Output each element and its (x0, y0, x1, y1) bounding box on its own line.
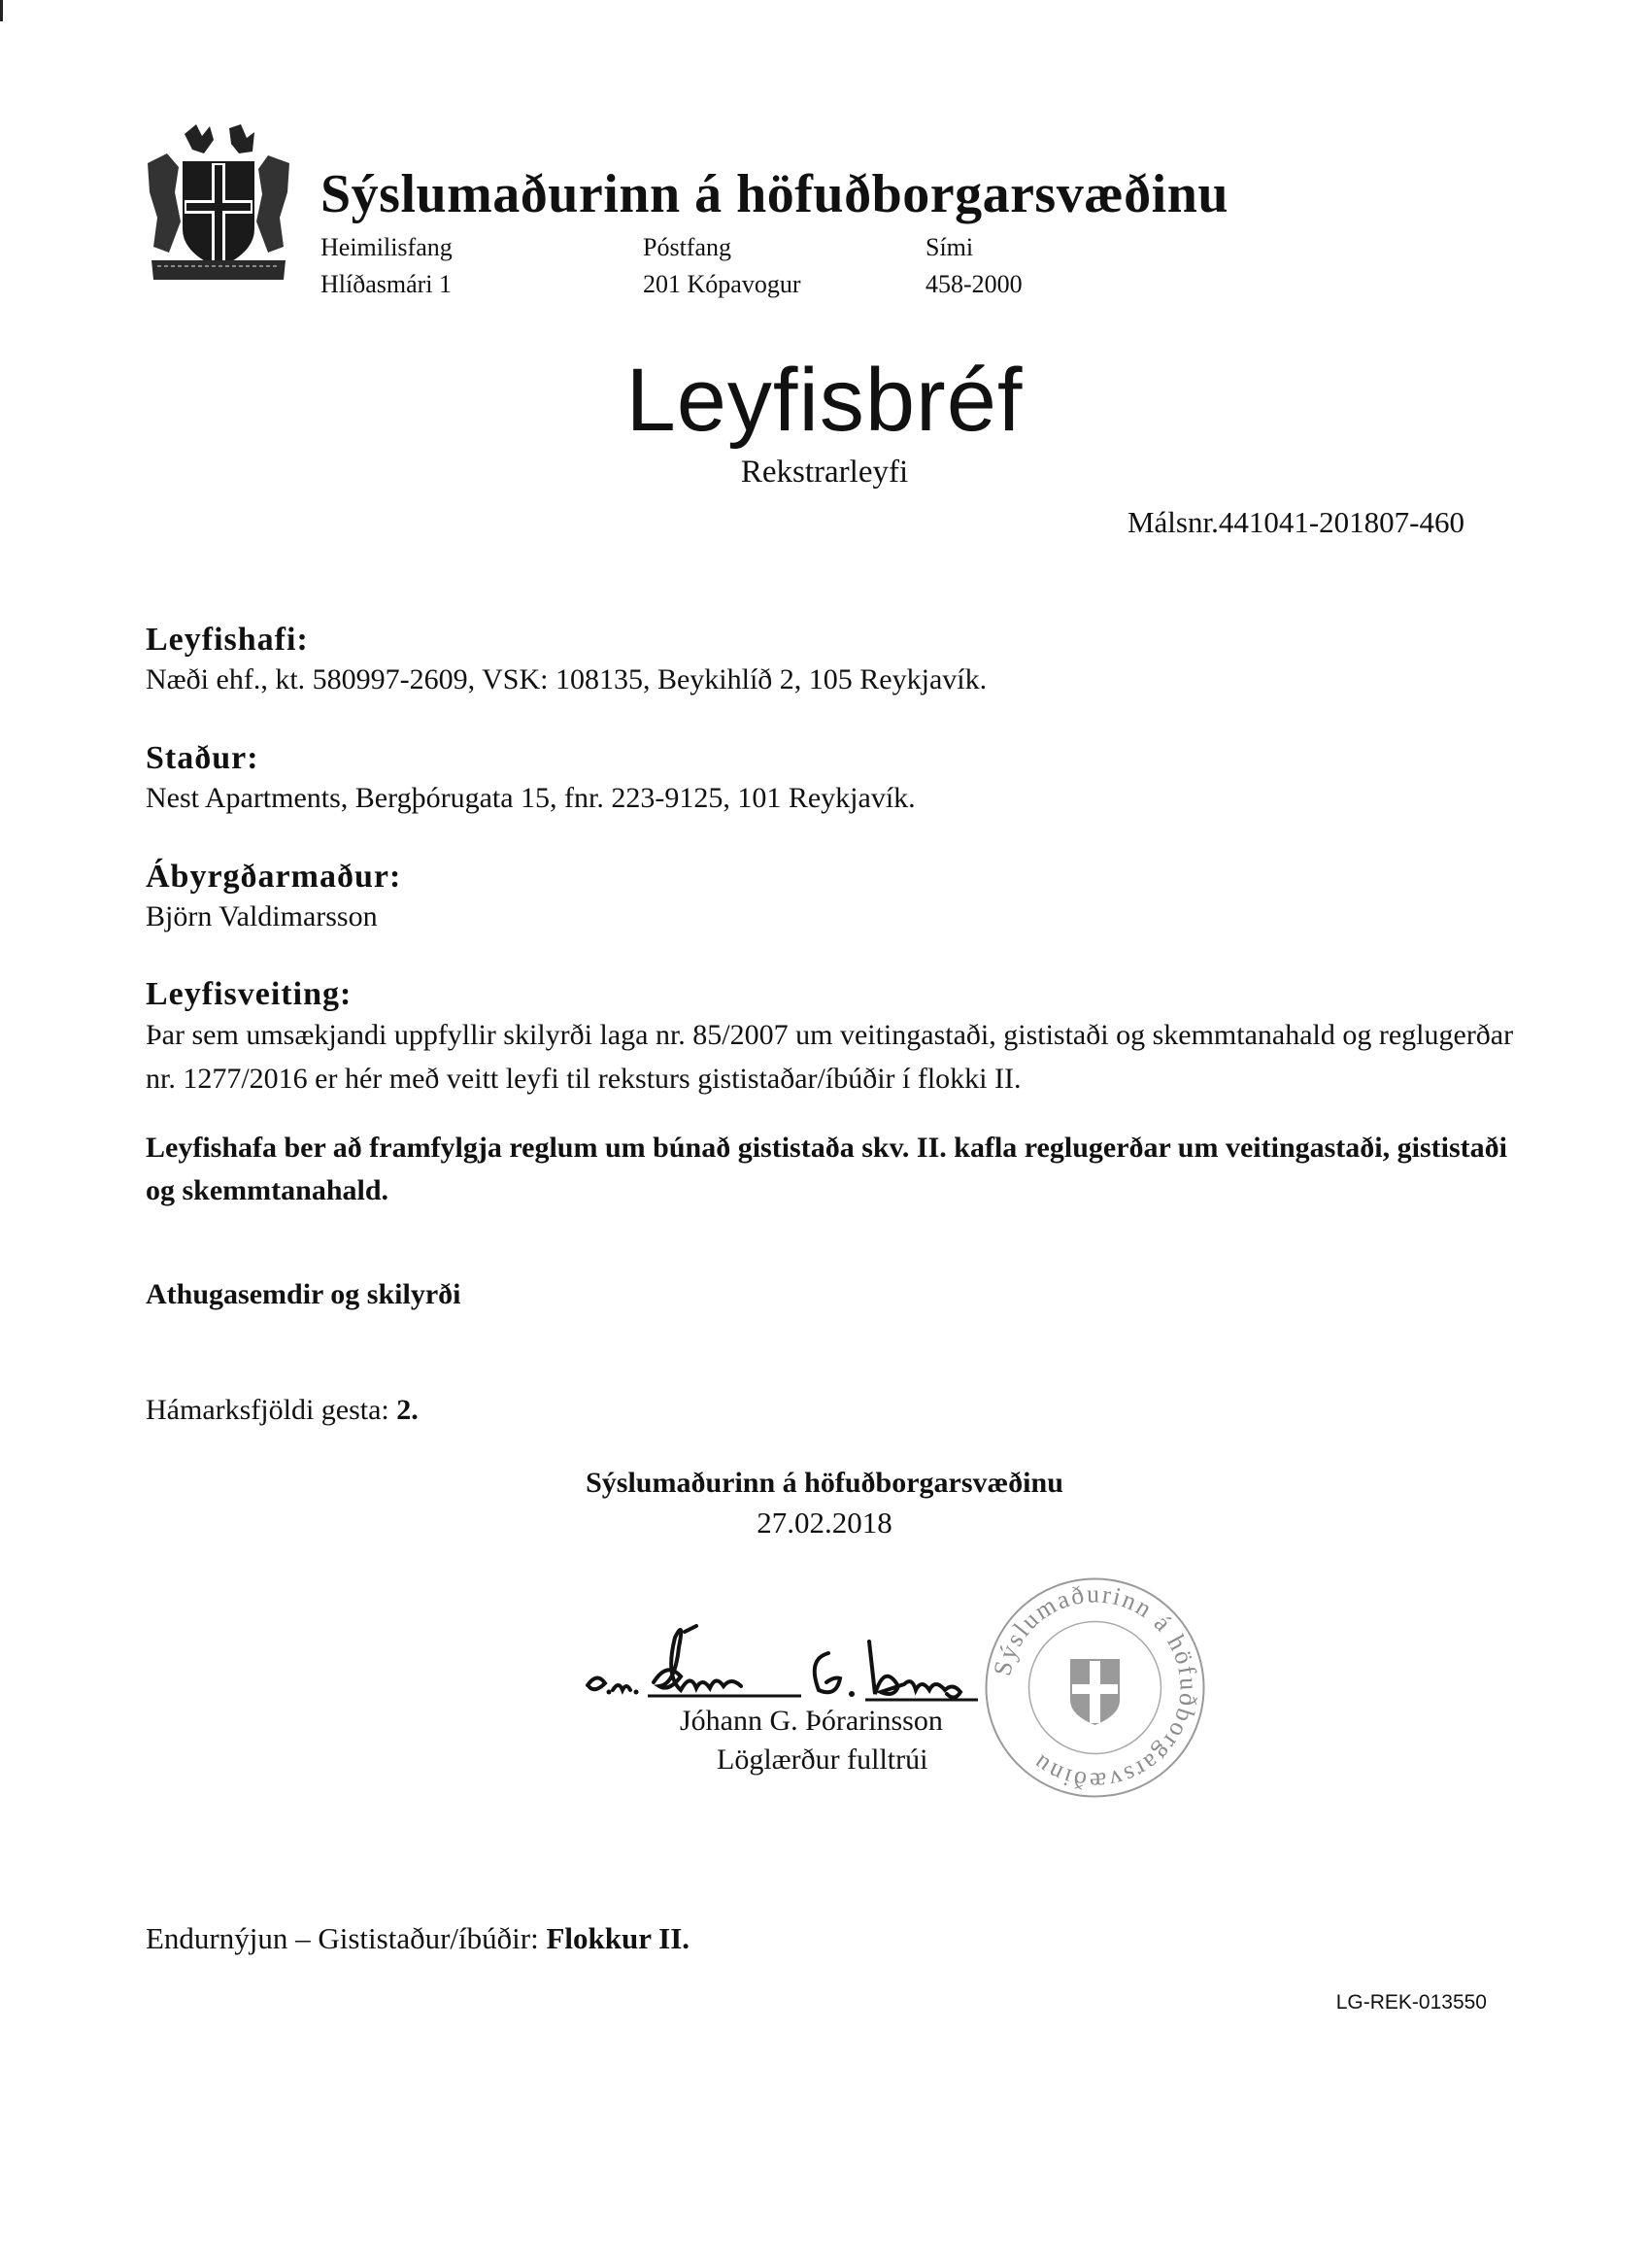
case-number: Málsnr.441041-201807-460 (1127, 505, 1464, 539)
location-text: Nest Apartments, Bergþórugata 15, fnr. 223-9125, 101 Reykjavík. (146, 782, 916, 814)
signature-org-name: Sýslumaðurinn á höfuðborgarsvæðinu (586, 1467, 1063, 1499)
address-value: Hlíðasmári 1 (320, 270, 453, 298)
reference-code: LG-REK-013550 (1335, 1991, 1487, 2014)
issue-date: 27.02.2018 (757, 1506, 892, 1540)
phone-value: 458-2000 (925, 270, 1023, 298)
max-guests-label: Hámarksfjöldi gesta: (146, 1394, 397, 1426)
renewal-class: Flokkur II. (546, 1921, 690, 1955)
postal-value: 201 Kópavogur (643, 270, 801, 298)
scan-corner-mark (0, 0, 3, 21)
signer-title: Löglærður fulltrúi (717, 1743, 928, 1776)
phone-label: Sími (925, 233, 974, 261)
document-title: Leyfisbréf (625, 351, 1024, 450)
organization-name: Sýslumaðurinn á höfuðborgarsvæðinu (320, 164, 1229, 224)
signer-name: Jóhann G. Þórarinsson (680, 1705, 943, 1737)
document-subtitle: Rekstrarleyfi (740, 455, 909, 490)
seal-text: Sýslumaðurinn á höfuðborgarsvæðinu (988, 1579, 1203, 1796)
renewal-line (146, 1921, 690, 1956)
holder-text: Næði ehf., kt. 580997-2609, VSK: 108135, Beykihlíð 2, 105 Reykjavík. (146, 663, 988, 695)
notes-heading: Athugasemdir og skilyrði (146, 1278, 461, 1310)
responsible-label: Ábyrgðarmaður: (146, 859, 402, 895)
max-guests (146, 1394, 419, 1427)
grant-label: Leyfisveiting: (146, 976, 353, 1012)
location-label: Staður: (146, 740, 259, 776)
postal-label: Póstfang (643, 233, 731, 261)
renewal-prefix: Endurnýjun – Gististaður/íbúðir: (146, 1921, 547, 1955)
official-seal-icon (981, 1574, 1209, 1802)
max-guests-value: 2. (396, 1394, 419, 1426)
holder-label: Leyfishafi: (146, 622, 309, 658)
address-label: Heimilisfang (320, 233, 453, 261)
coat-of-arms-icon (146, 124, 291, 285)
responsible-text: Björn Valdimarsson (146, 900, 378, 932)
handwritten-signature (578, 1603, 986, 1709)
obligation-text: Leyfishafa ber að framfylgja reglum um búnað gististaða skv. II. kafla reglugerðar um veitingastaði, gististaði og skemmtanahald. (146, 1132, 1507, 1206)
grant-text: Þar sem umsækjandi uppfyllir skilyrði laga nr. 85/2007 um veitingastaði, gististaði og skemmtanahald og reglugerðar nr. 1277/2016 er hér með veitt leyfi til reksturs gististaðar/íbúðir í flokki II. (146, 1019, 1514, 1095)
